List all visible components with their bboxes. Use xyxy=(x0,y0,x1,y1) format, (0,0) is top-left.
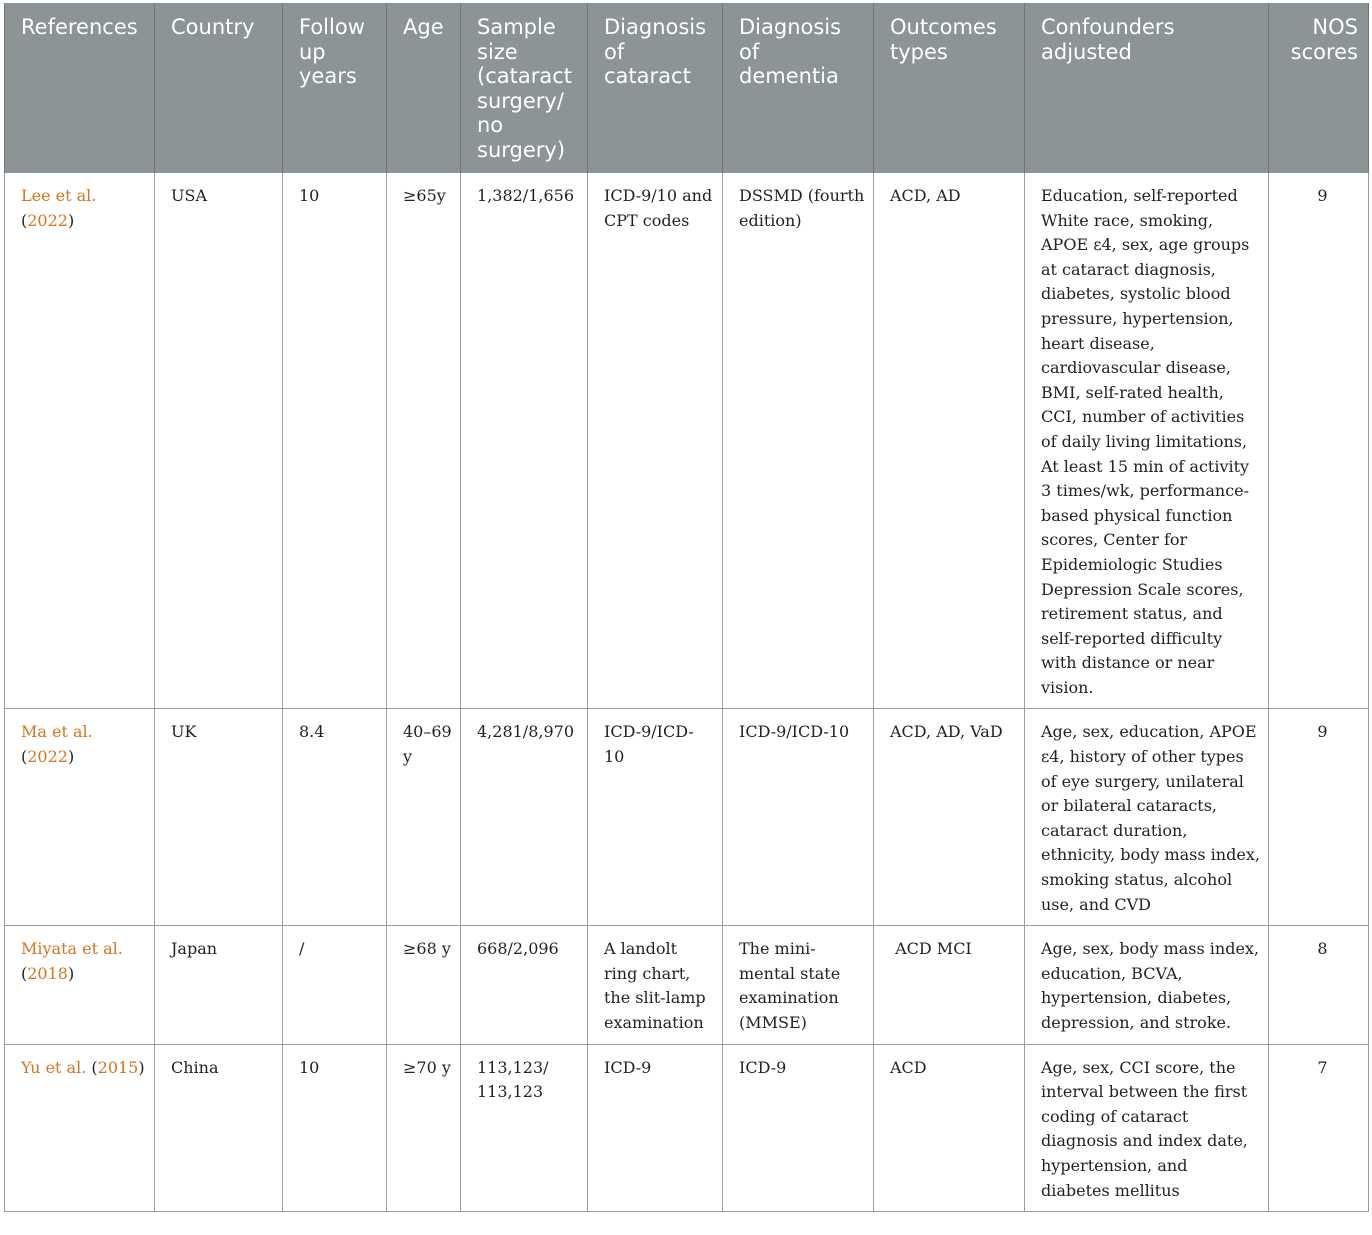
reference-year-link[interactable]: 2022 xyxy=(27,210,68,230)
header-sample-size: Sample size (cataract surgery/ no surgery) xyxy=(461,3,588,173)
cell-outcomes: ACD, AD, VaD xyxy=(874,709,1025,926)
reference-year-link[interactable]: 2015 xyxy=(97,1057,139,1077)
header-country: Country xyxy=(155,3,283,173)
cell-country: USA xyxy=(155,173,283,709)
cell-sample-size: 1,382/1,656 xyxy=(461,173,588,709)
cell-reference: Lee et al. (2022) xyxy=(5,173,155,709)
table-row xyxy=(5,709,1369,926)
cell-country: China xyxy=(155,1044,283,1212)
cell-diagnosis-cataract: ICD-9 xyxy=(588,1044,723,1212)
cell-reference: Yu et al. (2015) xyxy=(5,1044,155,1212)
header-confounders-adjusted: Confounders adjusted xyxy=(1025,3,1269,173)
cell-country: Japan xyxy=(155,926,283,1044)
cell-nos-score: 9 xyxy=(1269,709,1369,926)
cell-diagnosis-dementia: DSSMD (fourth edition) xyxy=(723,173,874,709)
header-nos-scores: NOS scores xyxy=(1269,3,1369,173)
cell-sample-size: 668/2,096 xyxy=(461,926,588,1044)
cell-nos-score: 8 xyxy=(1269,926,1369,1044)
cell-sample-size: 113,123/ 113,123 xyxy=(461,1044,588,1212)
cell-outcomes: ACD, AD xyxy=(874,173,1025,709)
cell-nos-score: 7 xyxy=(1269,1044,1369,1212)
cell-diagnosis-cataract: A landolt ring chart, the slit-lamp examination xyxy=(588,926,723,1044)
header-outcomes-types: Outcomes types xyxy=(874,3,1025,173)
cell-follow-up: 8.4 xyxy=(283,709,387,926)
header-follow-up-years: Follow up years xyxy=(283,3,387,173)
table-row xyxy=(5,926,1369,1044)
cell-age: 40–69 y xyxy=(387,709,461,926)
header-diagnosis-of-cataract: Diagnosis of cataract xyxy=(588,3,723,173)
header-references: References xyxy=(5,3,155,173)
cell-outcomes: ACD MCI xyxy=(874,926,1025,1044)
cell-diagnosis-dementia: The mini-mental state examination (MMSE) xyxy=(723,926,874,1044)
cell-age: ≥70 y xyxy=(387,1044,461,1212)
cell-diagnosis-cataract: ICD-9/10 and CPT codes xyxy=(588,173,723,709)
cell-confounders: Age, sex, CCI score, the interval between the first coding of cataract diagnosis and index date, hypertension, and diabetes mellitus xyxy=(1025,1044,1269,1212)
reference-year-link[interactable]: 2018 xyxy=(27,963,68,983)
cell-follow-up: 10 xyxy=(283,173,387,709)
cell-follow-up: / xyxy=(283,926,387,1044)
header-age: Age xyxy=(387,3,461,173)
reference-link[interactable]: Miyata et al. xyxy=(21,939,123,959)
cell-nos-score: 9 xyxy=(1269,173,1369,709)
cell-diagnosis-cataract: ICD-9/ICD-10 xyxy=(588,709,723,926)
reference-link[interactable]: Ma et al. xyxy=(21,722,93,742)
table-row xyxy=(5,173,1369,709)
cell-sample-size: 4,281/8,970 xyxy=(461,709,588,926)
reference-link[interactable]: Lee et al. xyxy=(21,186,97,205)
header-diagnosis-of-dementia: Diagnosis of dementia xyxy=(723,3,874,173)
cell-diagnosis-dementia: ICD-9 xyxy=(723,1044,874,1212)
cell-age: ≥68 y xyxy=(387,926,461,1044)
cell-diagnosis-dementia: ICD-9/ICD-10 xyxy=(723,709,874,926)
table-row xyxy=(5,1044,1369,1212)
cell-confounders: Age, sex, body mass index, education, BCVA, hypertension, diabetes, depression, and stroke. xyxy=(1025,926,1269,1044)
cell-follow-up: 10 xyxy=(283,1044,387,1212)
reference-year-link[interactable]: 2022 xyxy=(27,747,68,767)
cell-confounders: Age, sex, education, APOE ε4, history of other types of eye surgery, unilateral or bilateral cataracts, cataract duration, ethnicity, body mass index, smoking status, alcohol use, and CVD xyxy=(1025,709,1269,926)
table-header-row xyxy=(5,3,1369,173)
cell-confounders: Education, self-reported White race, smoking, APOE ε4, sex, age groups at cataract diagnosis, diabetes, systolic blood pressure, hypertension, heart disease, cardiovascular disease, BMI, self-rated health, CCI, number of activities of daily living limitations, At least 15 min of activity 3 times/wk, performance-based physical function scores, Center for Epidemiologic Studies Depression Scale scores, retirement status, and self-reported difficulty with distance or near vision. xyxy=(1025,173,1269,709)
cell-country: UK xyxy=(155,709,283,926)
studies-table xyxy=(4,3,1369,1212)
cell-age: ≥65y xyxy=(387,173,461,709)
cell-outcomes: ACD xyxy=(874,1044,1025,1212)
cell-reference: Miyata et al. (2018) xyxy=(5,926,155,1044)
cell-reference: Ma et al. (2022) xyxy=(5,709,155,926)
reference-link[interactable]: Yu et al. xyxy=(21,1057,87,1077)
